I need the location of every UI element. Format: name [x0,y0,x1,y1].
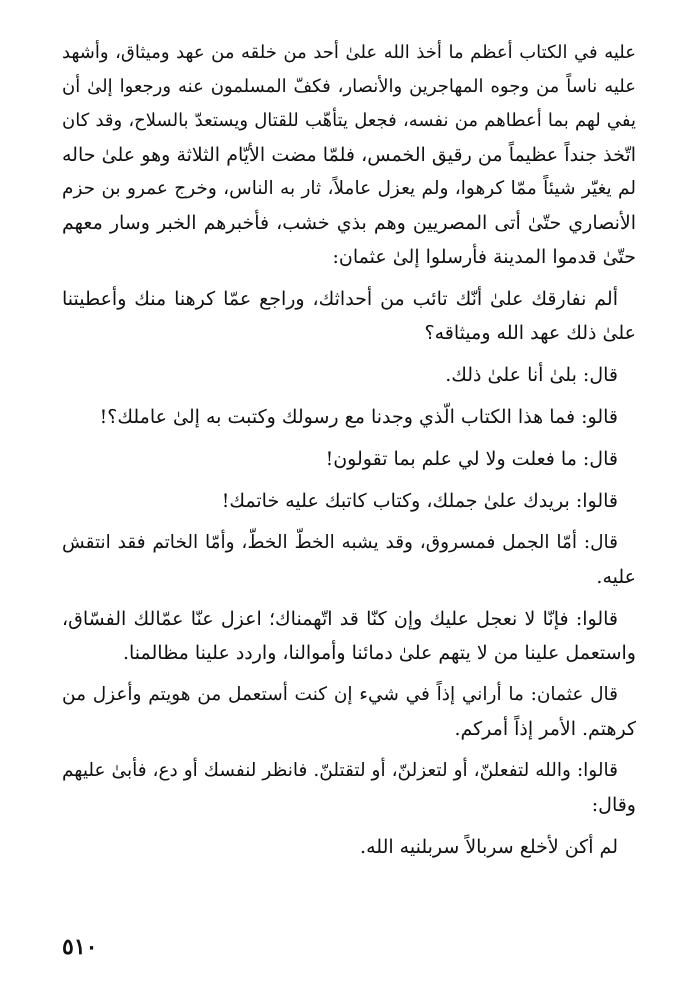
paragraph [62,400,636,434]
text-line: حتّىٰ قدموا المدينة فأرسلوا إلىٰ عثمان: [332,246,636,268]
paragraph [62,754,636,822]
paragraph [62,36,636,274]
text-line: قالوا: فإنّا لا نعجل عليك وإن كنّا قد اتّهمناك؛ اعزل عنّا عمّالك الفسّاق، [62,608,618,630]
paragraph [62,526,636,594]
text-line: قال: بلىٰ أنا علىٰ ذلك. [445,364,618,386]
text-line: قال: أمّا الجمل فمسروق، وقد يشبه الخطّ الخطّ، وأمّا الخاتم فقد انتقش [62,532,618,553]
paragraph [62,484,636,518]
text-line: عليه. [596,566,636,588]
text-line: وقال: [591,794,636,816]
text-line: قالو: فما هذا الكتاب الّذي وجدنا مع رسولك وكتبت به إلىٰ عاملك؟! [99,406,618,428]
page-number: ٥١٠ [62,934,98,960]
text-line: عليه في الكتاب أعظم ما أخذ الله علىٰ أحد من خلقه من عهد وميثاق، وأشهد [62,42,636,63]
text-line: لم أكن لأخلع سربالاً سربلنيه الله. [360,836,618,858]
paragraph [62,282,636,350]
text-line: لم يغيّر شيئاً ممّا كرهوا، ولم يعزل عاملاً، ثار به الناس، وخرج عمرو بن حزم [62,178,636,199]
text-line: علىٰ ذلك عهد الله وميثاقه؟ [424,322,636,344]
paragraph [62,602,636,670]
page-body [62,36,636,864]
text-line: عليه ناساً من وجوه المهاجرين والأنصار، فكفّ المسلمون عنه ورجعوا إلىٰ أن [62,76,636,97]
paragraph [62,830,636,864]
text-line: كرهتم. الأمر إذاً أمركم. [454,718,636,740]
text-line: اتّخذ جنداً عظيماً من رقيق الخمس، فلمّا مضت الأيّام الثلاثة وهو علىٰ حاله [62,144,636,166]
text-line: قال عثمان: ما أراني إذاً في شيء إن كنت أستعمل من هويتم وأعزل من [62,684,618,705]
text-line: قالوا: والله لتفعلنّ، أو لتعزلنّ، أو لتقتلنّ. فانظر لنفسك أو دع، فأبىٰ عليهم [62,760,618,781]
paragraph [62,678,636,746]
text-line: ألم نفارقك علىٰ أنّك تائب من أحداثك، وراجع عمّا كرهنا منك وأعطيتنا [62,288,618,310]
text-line: يفي لهم بما أعطاهم من نفسه، فجعل يتأهّب للقتال ويستعدّ بالسلاح، وقد كان [62,110,636,131]
text-line: قال: ما فعلت ولا لي علم بما تقولون! [325,448,618,470]
text-line: قالوا: بريدك علىٰ جملك، وكتاب كاتبك عليه خاتمك! [221,490,618,512]
paragraph [62,358,636,392]
text-line: الأنصاري حتّىٰ أتى المصريين وهم بذي خشب، فأخبرهم الخبر وسار معهم [62,212,636,234]
paragraph [62,442,636,476]
text-line: واستعمل علينا من لا يتهم علىٰ دمائنا وأموالنا، واردد علينا مظالمنا. [122,642,636,664]
